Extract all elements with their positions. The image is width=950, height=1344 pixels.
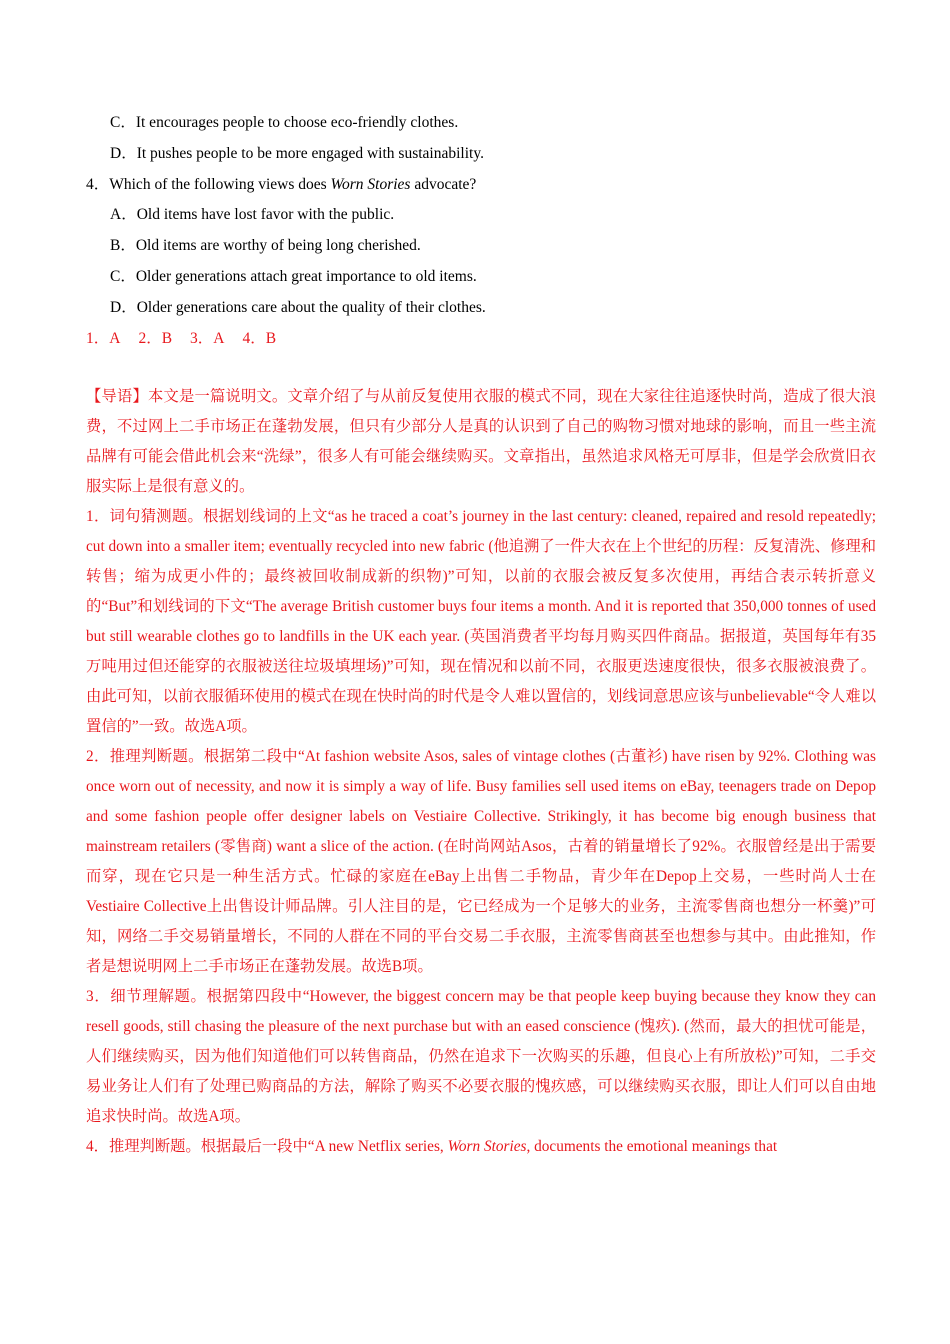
- answer-4: 4．B: [242, 329, 277, 347]
- answer-3: 3．A: [190, 329, 225, 347]
- answer-1: 1．A: [86, 329, 121, 347]
- analysis-q4: 4．推理判断题。根据最后一段中“A new Netflix series, Worn Stories, documents the emotional meanings that: [86, 1138, 778, 1156]
- answer-2: 2．B: [138, 329, 173, 347]
- q3-option-d: D．It pushes people to be more engaged with sustainability.: [110, 144, 484, 162]
- analysis-section: [86, 382, 876, 1162]
- document-page: [86, 108, 876, 1162]
- analysis-q3: 3．细节理解题。根据第四段中“However, the biggest concern may be that people keep buying because they know they can resell goods, still chasing the pleasure of the next purchase but with an eased conscience (愧疚). (然而，最大的担忧可能是，人们继续购买，因为他们知道他们可以转售商品，仍然在追求下一次购买的乐趣，但良心上有所放松)”可知，二手交易业务让人们有了处理已购商品的方法，解除了购买不必要衣服的愧疚感，可以继续购买衣服，即让人们可以自由地追求快时尚。故选A项。: [86, 988, 876, 1126]
- q4-option-a: A．Old items have lost favor with the public.: [110, 206, 395, 224]
- answer-key: [86, 324, 876, 355]
- q4-stem: 4．Which of the following views does Worn Stories advocate?: [86, 175, 477, 193]
- analysis-q1: 1．词句猜测题。根据划线词的上文“as he traced a coat’s journey in the last century: cleaned, repaired and resold repeatedly; cut down into a smaller item; eventually recycled into new fabric (他追溯了一件大衣在上个世纪的历程：反复清洗、修理和转售；缩为成更小件的；最终被回收制成新的织物)”可知，以前的衣服会被反复多次使用，再结合表示转折意义的“But”和划线词的下文“The average British customer buys four items a month. And it is reported that 350,000 tonnes of used but still wearable clothes go to landfills in the UK each year. (英国消费者平均每月购买四件商品。据报道，英国每年有35万吨用过但还能穿的衣服被送往垃圾填埋场)”可知，现在情况和以前不同，衣服更迭速度很快，很多衣服被浪费了。由此可知，以前衣服循环使用的模式在现在快时尚的时代是令人难以置信的，划线词意思应该与unbelievable“令人难以置信的”一致。故选A项。: [86, 508, 876, 736]
- analysis-intro: 【导语】本文是一篇说明文。文章介绍了与从前反复使用衣服的模式不同，现在大家往往追逐快时尚，造成了很大浪费，不过网上二手市场正在蓬勃发展，但只有少部分人是真的认识到了自己的购物习惯对地球的影响，而且一些主流品牌有可能会借此机会来“洗绿”，很多人有可能会继续购买。文章指出，虽然追求风格无可厚非，但是学会欣赏旧衣服实际上是很有意义的。: [86, 388, 876, 496]
- analysis-q2: 2．推理判断题。根据第二段中“At fashion website Asos, sales of vintage clothes (古董衫) have risen by 92%. Clothing was once worn out of necessity, and now it is simply a way of life. Busy families sell used items on eBay, teenagers trade on Depop and some fashion people offer designer labels on Vestiaire Collective. Strikingly, it has become big enough business that mainstream retailers (零售商) want a slice of the action. (在时尚网站Asos，古着的销量增长了92%。衣服曾经是出于需要而穿，现在它只是一种生活方式。忙碌的家庭在eBay上出售二手物品，青少年在Depop上交易，一些时尚人士在Vestiaire Collective上出售设计师品牌。引人注目的是，它已经成为一个足够大的业务，主流零售商也想分一杯羹)”可知，网络二手交易销量增长，不同的人群在不同的平台交易二手衣服，主流零售商甚至也想参与其中。由此推知，作者是想说明网上二手市场正在蓬勃发展。故选B项。: [86, 748, 876, 976]
- q4-option-d: D．Older generations care about the quality of their clothes.: [110, 298, 486, 316]
- q4-option-b: B．Old items are worthy of being long cherished.: [110, 237, 421, 255]
- q3-option-c: C．It encourages people to choose eco-friendly clothes.: [110, 114, 459, 131]
- q4-option-c: C．Older generations attach great importance to old items.: [110, 267, 477, 285]
